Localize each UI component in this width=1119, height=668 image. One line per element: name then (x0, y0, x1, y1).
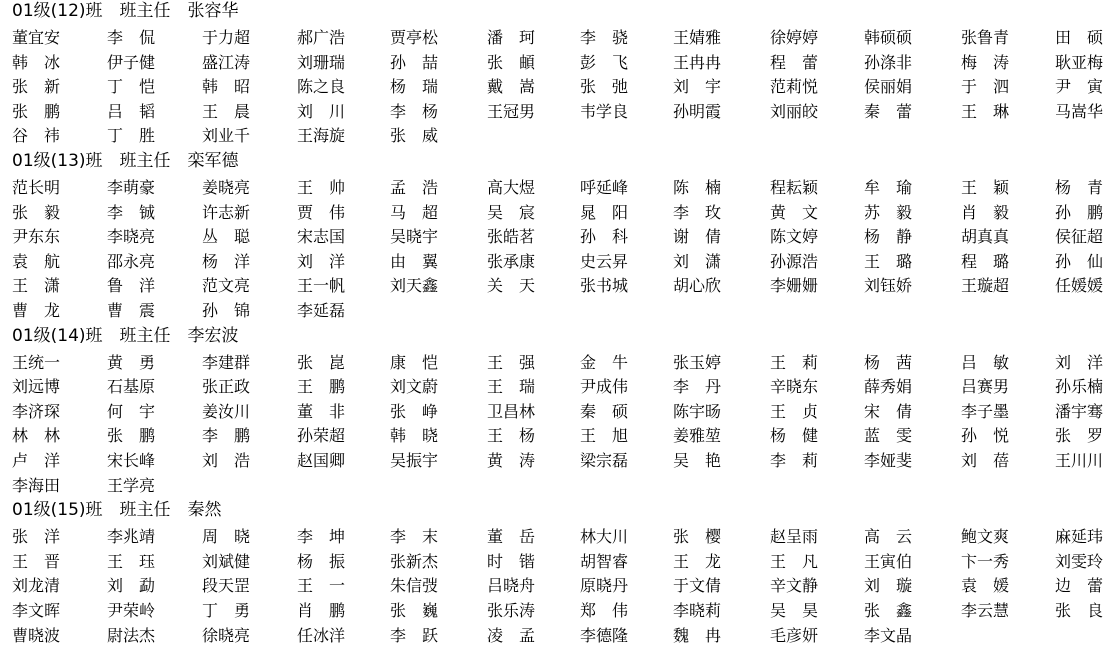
student-name: 陈文婷 (770, 227, 819, 247)
student-name: 卞一秀 (961, 551, 1010, 571)
student-name: 张 良 (1055, 601, 1104, 620)
student-name: 王寅伯 (864, 551, 913, 571)
student-name: 李子墨 (961, 401, 1010, 421)
student-name: 彭 飞 (580, 52, 629, 72)
student-name: 程 璐 (961, 251, 1010, 271)
student-name: 李萌豪 (107, 178, 156, 197)
student-name: 王 强 (487, 352, 536, 372)
student-name: 牟 瑜 (864, 178, 913, 197)
student-name: 孙明霞 (673, 101, 722, 121)
student-name: 尹荣岭 (107, 601, 156, 620)
student-name: 赵呈雨 (770, 527, 819, 547)
student-name: 袁 航 (12, 251, 61, 271)
student-name: 马 超 (390, 202, 439, 222)
student-name: 尉法杰 (107, 625, 156, 645)
student-name: 范文亮 (202, 276, 251, 296)
student-name: 王川川 (1055, 451, 1104, 470)
student-name: 辛文静 (770, 576, 819, 596)
student-name: 刘龙清 (12, 576, 61, 596)
student-name: 陈宇旸 (673, 401, 722, 421)
student-name: 杨 瑞 (390, 77, 439, 97)
student-name: 孙荣超 (297, 426, 346, 446)
student-name: 韩硕硕 (864, 28, 913, 47)
student-name: 张 弛 (580, 77, 629, 97)
student-name: 范莉悦 (770, 77, 819, 97)
student-name: 关 天 (487, 276, 536, 296)
student-name: 王 凡 (770, 551, 819, 571)
student-name: 孙源浩 (770, 251, 819, 271)
student-name: 陈 楠 (673, 178, 722, 197)
student-name: 曹 震 (107, 301, 156, 320)
student-name: 耿亚梅 (1055, 52, 1104, 72)
student-name: 韩 晓 (390, 426, 439, 446)
student-name: 王璇超 (961, 276, 1010, 296)
student-name: 郝广浩 (297, 28, 346, 47)
student-name: 张皓茗 (487, 227, 536, 247)
student-name: 谢 倩 (673, 227, 722, 247)
student-name: 王 旭 (580, 426, 629, 446)
student-name: 张 罗 (1055, 426, 1104, 446)
student-name: 杨 洋 (202, 251, 251, 271)
student-name: 晁 阳 (580, 202, 629, 222)
student-name: 石基原 (107, 377, 156, 397)
student-name: 吴振宇 (390, 451, 439, 470)
student-name: 王 杨 (487, 426, 536, 446)
student-name: 杨 青 (1055, 178, 1104, 197)
student-name: 李文晖 (12, 601, 61, 620)
student-name: 刘钰娇 (864, 276, 913, 296)
student-name: 刘珊瑞 (297, 52, 346, 72)
student-name: 胡智睿 (580, 551, 629, 571)
student-name: 李 丹 (673, 377, 722, 397)
student-name: 李济琛 (12, 401, 61, 421)
student-name: 郑 伟 (580, 601, 629, 620)
student-name: 刘斌健 (202, 551, 251, 571)
student-name: 范长明 (12, 178, 61, 197)
student-name: 林 林 (12, 426, 61, 446)
student-name: 刘业千 (202, 126, 251, 146)
student-name: 孙涤非 (864, 52, 913, 72)
student-name: 李 跃 (390, 625, 439, 645)
student-name: 尹东东 (12, 227, 61, 247)
student-name: 王 颖 (961, 178, 1010, 197)
student-name: 林大川 (580, 527, 629, 547)
student-name: 王 帅 (297, 178, 346, 197)
student-name: 李 莉 (770, 451, 819, 470)
student-name: 刘 蓓 (961, 451, 1010, 470)
student-name: 胡心欣 (673, 276, 722, 296)
student-name: 张 樱 (673, 527, 722, 547)
class-header: 01级(13)班 班主任 栾军德 (12, 151, 239, 171)
student-name: 宋 倩 (864, 401, 913, 421)
student-name: 张 鹏 (12, 101, 61, 121)
student-name: 宋志国 (297, 227, 346, 247)
student-name: 丁 勇 (202, 601, 251, 620)
student-name: 李 杨 (390, 101, 439, 121)
student-name: 王 晋 (12, 551, 61, 571)
student-name: 孙 仙 (1055, 251, 1104, 271)
student-name: 李文晶 (864, 625, 913, 645)
student-name: 张 毅 (12, 202, 61, 222)
student-name: 杨 健 (770, 426, 819, 446)
student-name: 刘天鑫 (390, 276, 439, 296)
student-name: 原晓丹 (580, 576, 629, 596)
student-name: 侯丽娟 (864, 77, 913, 97)
student-name: 张 鹏 (107, 426, 156, 446)
student-name: 刘雯玲 (1055, 551, 1104, 571)
student-name: 潘 珂 (487, 28, 536, 47)
student-name: 刘 潇 (673, 251, 722, 271)
student-name: 吴晓宇 (390, 227, 439, 247)
student-name: 王一帆 (297, 276, 346, 296)
student-name: 张 峥 (390, 401, 439, 421)
student-name: 李 末 (390, 527, 439, 547)
student-name: 李 侃 (107, 28, 156, 47)
student-name: 梅 涛 (961, 52, 1010, 72)
student-name: 吴 昊 (770, 601, 819, 620)
student-name: 金 牛 (580, 352, 629, 372)
student-name: 董 岳 (487, 527, 536, 547)
student-name: 王婧雅 (673, 28, 722, 47)
student-name: 丛 聪 (202, 227, 251, 247)
student-name: 吕 韬 (107, 101, 156, 121)
student-name: 董宜安 (12, 28, 61, 47)
student-name: 张 鑫 (864, 601, 913, 620)
student-name: 鲍文爽 (961, 527, 1010, 547)
student-name: 秦 硕 (580, 401, 629, 421)
student-name: 袁 媛 (961, 576, 1010, 596)
class-header: 01级(15)班 班主任 秦然 (12, 500, 222, 521)
student-name: 王 潇 (12, 276, 61, 296)
student-name: 刘丽皎 (770, 101, 819, 121)
student-name: 孙乐楠 (1055, 377, 1104, 397)
student-name: 辛晓东 (770, 377, 819, 397)
student-name: 盛江涛 (202, 52, 251, 72)
student-name: 苏 毅 (864, 202, 913, 222)
student-name: 李 鹏 (202, 426, 251, 446)
student-name: 侯征超 (1055, 227, 1104, 247)
student-name: 王冉冉 (673, 52, 722, 72)
student-name: 孙 悦 (961, 426, 1010, 446)
student-name: 尹 寅 (1055, 77, 1104, 97)
student-name: 任冰洋 (297, 625, 346, 645)
student-name: 毛彦妍 (770, 625, 819, 645)
student-name: 贾亭松 (390, 28, 439, 47)
student-name: 姜雅堃 (673, 426, 722, 446)
student-name: 戴 嵩 (487, 77, 536, 97)
student-name: 张乐涛 (487, 601, 536, 620)
student-name: 吕赛男 (961, 377, 1010, 397)
student-name: 朱信弢 (390, 576, 439, 596)
student-name: 肖 鹏 (297, 601, 346, 620)
student-name: 张 崑 (297, 352, 346, 372)
student-name: 张玉婷 (673, 352, 722, 372)
student-name: 张书城 (580, 276, 629, 296)
student-name: 刘 浩 (202, 451, 251, 470)
student-name: 刘 宇 (673, 77, 722, 97)
student-name: 杨 振 (297, 551, 346, 571)
student-name: 高 云 (864, 527, 913, 547)
student-name: 时 锴 (487, 551, 536, 571)
student-name: 韩 昭 (202, 77, 251, 97)
student-name: 刘 勐 (107, 576, 156, 596)
student-name: 孙 锦 (202, 301, 251, 320)
student-name: 李 坤 (297, 527, 346, 547)
student-name: 史云昇 (580, 251, 629, 271)
student-name: 薛秀娟 (864, 377, 913, 397)
student-name: 李云慧 (961, 601, 1010, 620)
student-name: 邵永亮 (107, 251, 156, 271)
student-name: 孙 科 (580, 227, 629, 247)
student-name: 张正政 (202, 377, 251, 397)
student-name: 曹晓波 (12, 625, 61, 645)
student-name: 李晓亮 (107, 227, 156, 247)
student-name: 王 珏 (107, 551, 156, 571)
student-name: 于文倩 (673, 576, 722, 596)
student-name: 李德隆 (580, 625, 629, 645)
student-name: 肖 毅 (961, 202, 1010, 222)
class-header: 01级(12)班 班主任 张容华 (12, 1, 239, 21)
student-name: 吕晓舟 (487, 576, 536, 596)
student-name: 卢 洋 (12, 451, 61, 470)
class-header: 01级(14)班 班主任 李宏波 (12, 325, 239, 346)
student-name: 程 蕾 (770, 52, 819, 72)
student-name: 王 琳 (961, 101, 1010, 121)
student-name: 刘 洋 (1055, 352, 1104, 372)
student-name: 王冠男 (487, 101, 536, 121)
student-name: 李兆靖 (107, 527, 156, 547)
student-name: 王 莉 (770, 352, 819, 372)
student-name: 张 威 (390, 126, 439, 146)
student-name: 许志新 (202, 202, 251, 222)
student-name: 李 铖 (107, 202, 156, 222)
student-name: 王 瑞 (487, 377, 536, 397)
student-name: 伊子健 (107, 52, 156, 72)
student-name: 吕 敏 (961, 352, 1010, 372)
student-name: 边 蕾 (1055, 576, 1104, 596)
student-name: 卫昌林 (487, 401, 536, 421)
student-name: 于 泗 (961, 77, 1010, 97)
student-name: 王 贞 (770, 401, 819, 421)
student-name: 刘文蔚 (390, 377, 439, 397)
student-name: 王 晨 (202, 101, 251, 121)
student-name: 黄 勇 (107, 352, 156, 372)
student-name: 吴 宸 (487, 202, 536, 222)
student-name: 韩 冰 (12, 52, 61, 72)
student-name: 李建群 (202, 352, 251, 372)
student-name: 马嵩华 (1055, 101, 1104, 121)
student-name: 张鲁青 (961, 28, 1010, 47)
student-name: 凌 孟 (487, 625, 536, 645)
student-name: 王 龙 (673, 551, 722, 571)
student-name: 董 非 (297, 401, 346, 421)
student-name: 宋长峰 (107, 451, 156, 470)
student-name: 鲁 洋 (107, 276, 156, 296)
student-name: 王 一 (297, 576, 346, 596)
student-name: 刘 璇 (864, 576, 913, 596)
student-name: 韦学良 (580, 101, 629, 121)
student-name: 高大煜 (487, 178, 536, 197)
student-name: 刘 洋 (297, 251, 346, 271)
student-name: 潘宇骞 (1055, 401, 1104, 421)
student-name: 姜晓亮 (202, 178, 251, 197)
student-name: 李晓莉 (673, 601, 722, 620)
student-name: 孟 浩 (390, 178, 439, 197)
student-name: 胡真真 (961, 227, 1010, 247)
student-name: 张承康 (487, 251, 536, 271)
student-name: 梁宗磊 (580, 451, 629, 470)
student-name: 吴 艳 (673, 451, 722, 470)
student-name: 魏 冉 (673, 625, 722, 645)
student-name: 于力超 (202, 28, 251, 47)
student-name: 周 晓 (202, 527, 251, 547)
student-name: 李姗姗 (770, 276, 819, 296)
student-name: 徐婷婷 (770, 28, 819, 47)
student-name: 麻延玮 (1055, 527, 1104, 547)
student-name: 曹 龙 (12, 301, 61, 320)
student-name: 孙 喆 (390, 52, 439, 72)
student-name: 尹成伟 (580, 377, 629, 397)
student-name: 孙 鹏 (1055, 202, 1104, 222)
student-name: 刘 川 (297, 101, 346, 121)
student-name: 陈之良 (297, 77, 346, 97)
student-name: 田 硕 (1055, 28, 1104, 47)
student-name: 王 鹏 (297, 377, 346, 397)
student-name: 徐晓亮 (202, 625, 251, 645)
student-name: 姜汝川 (202, 401, 251, 421)
student-name: 呼延峰 (580, 178, 629, 197)
student-name: 黄 涛 (487, 451, 536, 470)
student-name: 黄 文 (770, 202, 819, 222)
student-name: 李 骁 (580, 28, 629, 47)
student-name: 赵国卿 (297, 451, 346, 470)
student-name: 何 宇 (107, 401, 156, 421)
student-name: 程耘颖 (770, 178, 819, 197)
student-name: 王海旋 (297, 126, 346, 146)
student-name: 任媛媛 (1055, 276, 1104, 296)
student-name: 秦 蕾 (864, 101, 913, 121)
student-name: 张 巍 (390, 601, 439, 620)
student-name: 李娅斐 (864, 451, 913, 470)
student-name: 李延磊 (297, 301, 346, 320)
student-name: 杨 茜 (864, 352, 913, 372)
student-name: 丁 恺 (107, 77, 156, 97)
student-name: 贾 伟 (297, 202, 346, 222)
student-name: 王 璐 (864, 251, 913, 271)
student-name: 丁 胜 (107, 126, 156, 146)
student-name: 张 新 (12, 77, 61, 97)
student-name: 刘远博 (12, 377, 61, 397)
student-name: 张 洋 (12, 527, 61, 547)
student-name: 康 恺 (390, 352, 439, 372)
student-name: 张 頔 (487, 52, 536, 72)
student-name: 王学亮 (107, 475, 156, 495)
student-name: 谷 祎 (12, 126, 61, 146)
student-name: 由 翼 (390, 251, 439, 271)
student-name: 杨 静 (864, 227, 913, 247)
student-name: 蓝 雯 (864, 426, 913, 446)
student-name: 王统一 (12, 352, 61, 372)
student-name: 李 玫 (673, 202, 722, 222)
student-name: 张新杰 (390, 551, 439, 571)
student-name: 李海田 (12, 475, 61, 495)
student-name: 段天罡 (202, 576, 251, 596)
